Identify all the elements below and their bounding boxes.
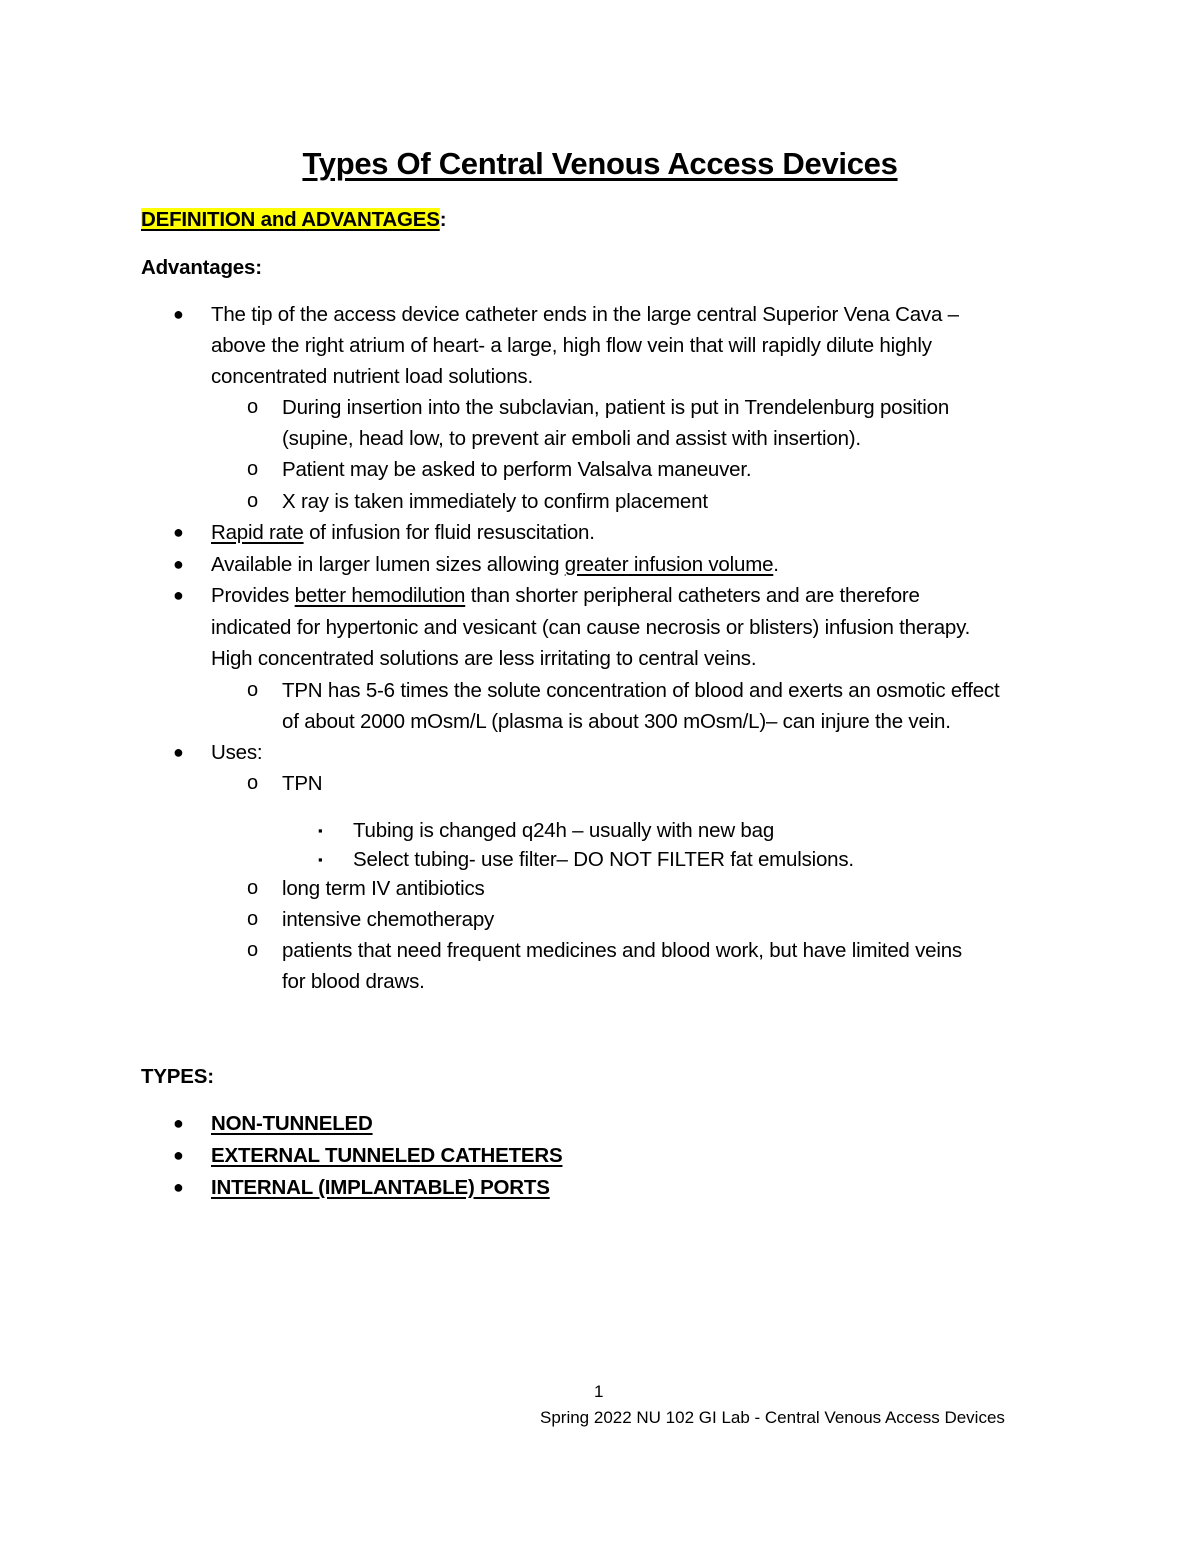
sub-item-text: long term IV antibiotics — [282, 877, 485, 900]
circle-bullet-icon: o — [247, 679, 258, 701]
list-item-text — [211, 580, 920, 611]
page-number: 1 — [594, 1382, 604, 1401]
bullet-icon: ● — [173, 1145, 184, 1165]
bullet-icon: ● — [173, 304, 184, 324]
square-bullet-icon: ▪ — [318, 852, 323, 867]
list-item-text: High concentrated solutions are less irritating to central veins. — [211, 647, 757, 670]
sub-item-text: Patient may be asked to perform Valsalva maneuver. — [282, 458, 752, 481]
underlined-text: Rapid rate — [211, 521, 304, 544]
type-item: EXTERNAL TUNNELED CATHETERS — [211, 1144, 563, 1167]
bullet-icon: ● — [173, 1113, 184, 1133]
sub-item-text: (supine, head low, to prevent air emboli and assist with insertion). — [282, 427, 861, 450]
definition-heading-colon: : — [439, 208, 447, 231]
list-item-text — [211, 549, 779, 580]
text-run: Available in larger lumen sizes allowing — [211, 553, 565, 576]
underlined-text: greater infusion volume — [564, 553, 774, 576]
sub-sub-item-text: Tubing is changed q24h – usually with new bag — [353, 819, 775, 842]
sub-item-text: patients that need frequent medicines and blood work, but have limited veins — [282, 939, 962, 962]
text-run: than shorter peripheral catheters and are therefore — [465, 584, 920, 607]
circle-bullet-icon: o — [247, 396, 258, 418]
sub-item-text: of about 2000 mOsm/L (plasma is about 300 mOsm/L)– can injure the vein. — [282, 710, 951, 733]
bullet-icon: ● — [173, 522, 184, 542]
type-item: NON-TUNNELED — [211, 1112, 373, 1135]
list-item-text: above the right atrium of heart- a large, high flow vein that will rapidly dilute highly — [211, 334, 932, 357]
bullet-icon: ● — [173, 554, 184, 574]
page-title: Types Of Central Venous Access Devices — [302, 146, 898, 181]
advantages-heading: Advantages: — [141, 256, 262, 279]
sub-item-text: X ray is taken immediately to confirm placement — [282, 490, 708, 513]
sub-item-text: TPN — [282, 772, 323, 795]
circle-bullet-icon: o — [247, 772, 258, 794]
text-run: Provides — [211, 584, 295, 607]
circle-bullet-icon: o — [247, 490, 258, 512]
circle-bullet-icon: o — [247, 877, 258, 899]
text-run: . — [773, 553, 779, 576]
definition-heading — [141, 204, 446, 235]
definition-heading-text: DEFINITION and ADVANTAGES — [141, 208, 440, 231]
bullet-icon: ● — [173, 742, 184, 762]
underlined-text: better hemodilution — [294, 584, 466, 607]
square-bullet-icon: ▪ — [318, 823, 323, 838]
sub-item-text: TPN has 5-6 times the solute concentration of blood and exerts an osmotic effect — [282, 679, 1000, 702]
sub-sub-item-text: Select tubing- use filter– DO NOT FILTER fat emulsions. — [353, 848, 854, 871]
sub-item-text: for blood draws. — [282, 970, 425, 993]
sub-item-text: intensive chemotherapy — [282, 908, 495, 931]
list-item-text — [211, 517, 595, 548]
bullet-icon: ● — [173, 585, 184, 605]
list-item-text: indicated for hypertonic and vesicant (can cause necrosis or blisters) infusion therapy. — [211, 616, 971, 639]
list-item-text: concentrated nutrient load solutions. — [211, 365, 533, 388]
circle-bullet-icon: o — [247, 458, 258, 480]
circle-bullet-icon: o — [247, 939, 258, 961]
circle-bullet-icon: o — [247, 908, 258, 930]
types-heading: TYPES: — [141, 1065, 214, 1088]
footer-text: Spring 2022 NU 102 GI Lab - Central Venous Access Devices — [540, 1408, 1005, 1427]
text-run: of infusion for fluid resuscitation. — [303, 521, 595, 544]
list-item-text: The tip of the access device catheter ends in the large central Superior Vena Cava – — [211, 303, 959, 326]
list-item-text: Uses: — [211, 741, 263, 764]
type-item: INTERNAL (IMPLANTABLE) PORTS — [211, 1176, 550, 1199]
bullet-icon: ● — [173, 1177, 184, 1197]
sub-item-text: During insertion into the subclavian, patient is put in Trendelenburg position — [282, 396, 950, 419]
